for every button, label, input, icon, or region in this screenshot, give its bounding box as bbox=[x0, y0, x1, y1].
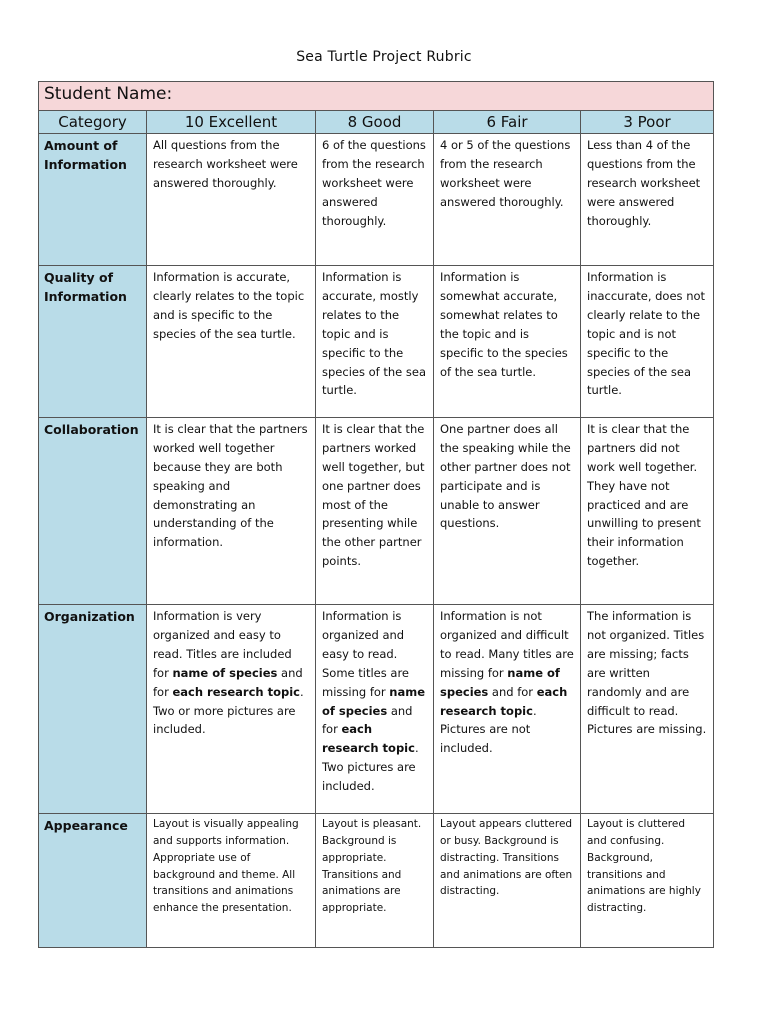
category-cell: Appearance bbox=[39, 814, 147, 948]
category-cell: Organization bbox=[39, 604, 147, 813]
category-cell: Quality of Information bbox=[39, 266, 147, 418]
rubric-table bbox=[38, 81, 714, 948]
criteria-cell-fair: Information is not organized and difficult to read. Many titles are missing for name of species and for each research topic. Pictures are not included. bbox=[434, 604, 581, 813]
rubric-row-collaboration bbox=[39, 417, 714, 604]
criteria-cell-excellent: Layout is visually appealing and supports information. Appropriate use of background and theme. All transitions and animations enhance the presentation. bbox=[147, 814, 316, 948]
bold-emphasis: name of species bbox=[440, 665, 560, 699]
bold-emphasis: each research topic bbox=[322, 722, 415, 756]
criteria-cell-fair: 4 or 5 of the questions from the research worksheet were answered thoroughly. bbox=[434, 134, 581, 266]
student-name-label: Student Name: bbox=[39, 82, 714, 111]
rubric-row-amount-of-information bbox=[39, 134, 714, 266]
criteria-cell-poor: It is clear that the partners did not work well together. They have not practiced and are unwilling to present their information together. bbox=[581, 417, 714, 604]
criteria-cell-poor: Layout is cluttered and confusing. Background, transitions and animations are highly distracting. bbox=[581, 814, 714, 948]
criteria-cell-good: It is clear that the partners worked well together, but one partner does most of the presenting while the other partner points. bbox=[316, 417, 434, 604]
criteria-cell-good: Information is organized and easy to read. Some titles are missing for name of species and for each research topic. Two pictures are included. bbox=[316, 604, 434, 813]
bold-emphasis: name of species bbox=[172, 665, 278, 680]
criteria-cell-good: 6 of the questions from the research worksheet were answered thoroughly. bbox=[316, 134, 434, 266]
bold-emphasis: each research topic bbox=[172, 684, 300, 699]
rubric-row-quality-of-information bbox=[39, 266, 714, 418]
criteria-cell-good: Layout is pleasant. Background is appropriate. Transitions and animations are appropriate. bbox=[316, 814, 434, 948]
criteria-cell-good: Information is accurate, mostly relates to the topic and is specific to the species of the sea turtle. bbox=[316, 266, 434, 418]
category-cell: Collaboration bbox=[39, 417, 147, 604]
rubric-row-appearance bbox=[39, 814, 714, 948]
student-name-row bbox=[39, 82, 714, 111]
criteria-cell-poor: Information is inaccurate, does not clearly relate to the topic and is not specific to the species of the sea turtle. bbox=[581, 266, 714, 418]
criteria-cell-poor: The information is not organized. Titles are missing; facts are written randomly and are difficult to read. Pictures are missing. bbox=[581, 604, 714, 813]
criteria-cell-excellent: Information is accurate, clearly relates to the topic and is specific to the species of the sea turtle. bbox=[147, 266, 316, 418]
header-good: 8 Good bbox=[316, 111, 434, 134]
bold-emphasis: each research topic bbox=[440, 684, 568, 718]
header-poor: 3 Poor bbox=[581, 111, 714, 134]
criteria-cell-excellent: It is clear that the partners worked well together because they are both speaking and demonstrating an understanding of the information. bbox=[147, 417, 316, 604]
criteria-cell-excellent: All questions from the research worksheet were answered thoroughly. bbox=[147, 134, 316, 266]
header-category: Category bbox=[39, 111, 147, 134]
rubric-row-organization bbox=[39, 604, 714, 813]
bold-emphasis: name of species bbox=[322, 684, 426, 718]
header-row bbox=[39, 111, 714, 134]
criteria-cell-poor: Less than 4 of the questions from the research worksheet were answered thoroughly. bbox=[581, 134, 714, 266]
criteria-cell-fair: Layout appears cluttered or busy. Background is distracting. Transitions and animations are often distracting. bbox=[434, 814, 581, 948]
page-title: Sea Turtle Project Rubric bbox=[296, 49, 472, 65]
header-fair: 6 Fair bbox=[434, 111, 581, 134]
criteria-cell-excellent: Information is very organized and easy to read. Titles are included for name of species and for each research topic. Two or more pictures are included. bbox=[147, 604, 316, 813]
criteria-cell-fair: Information is somewhat accurate, somewhat relates to the topic and is specific to the species of the sea turtle. bbox=[434, 266, 581, 418]
category-cell: Amount of Information bbox=[39, 134, 147, 266]
header-excellent: 10 Excellent bbox=[147, 111, 316, 134]
criteria-cell-fair: One partner does all the speaking while the other partner does not participate and is unable to answer questions. bbox=[434, 417, 581, 604]
